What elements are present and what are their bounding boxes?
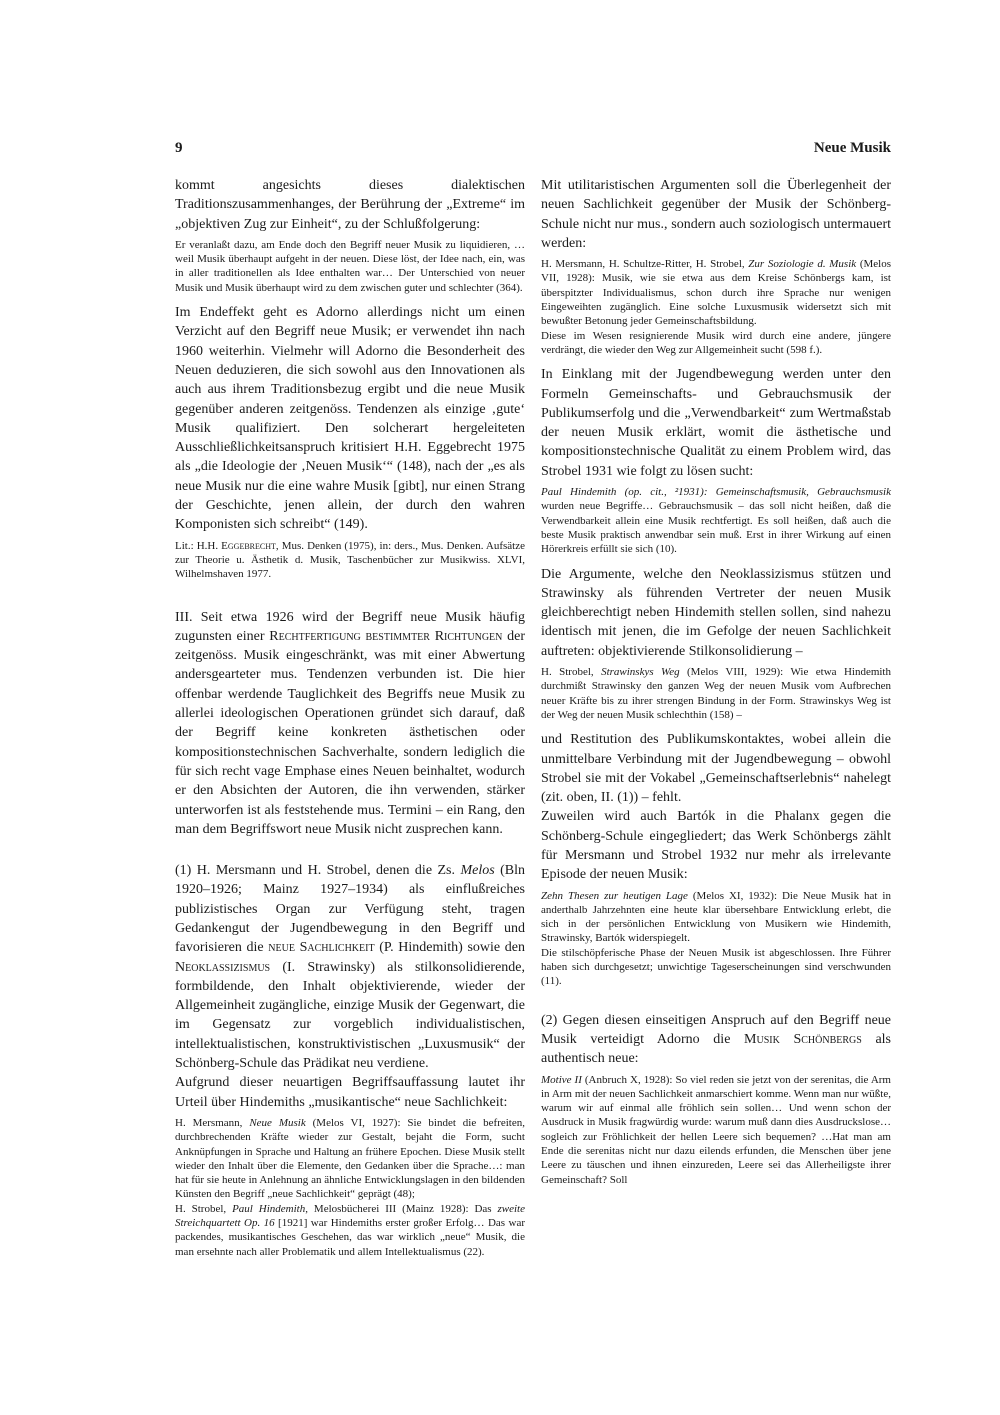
text-segment: Rechtfertigung bestimmter Richtungen [269, 628, 503, 644]
text-segment: Paul Hindemith (op. cit., ²1931): Gemeinschaftsmusik, Gebrauchsmusik [541, 486, 891, 499]
text-segment: H. Strobel, [175, 1202, 233, 1215]
quotation-paragraph [175, 1202, 525, 1259]
text-segment: und Restitution des Publikumskontaktes, wobei allein die unmittelbare Verbindung mit der Jugendbewegung – obwohl Strobel sie mit der Vokabel „Gemeinschaftserlebnis“ nahelegt (zit. oben, II. (1)) – fehlt. [541, 732, 891, 806]
text-segment: Zur Soziologie d. Musik [748, 258, 857, 271]
quotation-paragraph [175, 539, 525, 582]
body-paragraph [175, 303, 525, 535]
quotation-paragraph [541, 946, 891, 989]
body-paragraph [541, 730, 891, 807]
body-paragraph [541, 565, 891, 661]
text-segment: H. Strobel, [541, 666, 602, 679]
quotation-paragraph [541, 889, 891, 946]
body-paragraph [175, 608, 525, 840]
body-paragraph [541, 176, 891, 253]
text-segment: Er veranlaßt dazu, am Ende doch den Begriff neuer Musik zu liquidieren, …weil Musik überhaupt aufgeht in der neuen. Diese löst, der Idee nach, ein, was in aller traditionellen als Idee enthalten war… Der Unterschied von neuer Musik und Musik überhaupt wird zu dem zwischen guter und schlechter (364). [175, 238, 525, 294]
text-segment: (1) H. Mersmann und H. Strobel, denen die Zs. [175, 863, 461, 879]
quotation-paragraph [541, 1073, 891, 1187]
text-segment: Neue Musik [249, 1116, 306, 1129]
text-segment: (Bln 1920–1926; Mainz 1927–1934) als einflußreiches publizistisches Organ zur Verfügung steht, tragen Gedankengut der Jugendbewegung in den Begriff und favorisieren die [175, 863, 525, 956]
text-segment: Die Argumente, welche den Neoklassizismus stützen und Strawinsky als führenden Vertreter der neuen Musik gleichberechtigt neben Hindemith stellen sollen, sind nahezu identisch mit jenen, die im Gefolge der neuen Sachlichkeit auftreten: objektivierende Stilkonsolidierung – [541, 566, 891, 659]
body-paragraph [541, 365, 891, 481]
text-segment: III. Seit etwa 1926 wird der Begriff neue Musik häufig zugunsten einer [175, 609, 525, 644]
text-segment: (2) Gegen diesen einseitigen Anspruch auf den Begriff neue Musik verteidigt Adorno die [541, 1012, 891, 1047]
running-head: Neue Musik [813, 140, 891, 156]
quotation-paragraph [541, 665, 891, 722]
text-segment: , Mus. Denken (1975), in: ders., Mus. Denken. Aufsätze zur Theorie u. Ästhetik d. Musik, Taschenbücher zur Musikwiss. XLVI, Wilhelmshaven 1977. [175, 539, 525, 581]
text-segment: , Melosbücherei III (Mainz 1928): Das [305, 1202, 498, 1215]
text-segment: Diese im Wesen resignierende Musik wird durch eine andere, jüngere verdrängt, die wieder den Weg zur Allgemeinheit sucht (598 f.). [541, 329, 891, 356]
quotation-paragraph [175, 1116, 525, 1202]
text-segment: Strawinskys Weg [601, 666, 680, 679]
text-segment: (Anbruch X, 1928): So viel reden sie jetzt von der serenitas, die Arm in Arm mit der neuen Sachlichkeit anmarschiert komme. Wenn man nur wüßte, warum wir auf einmal alle fröhlich sein sollen… Und wenn schon der Ausdruck in Musik fragwürdig wurde: warum muß dann dies Ausdruckslose… sogleich zur Fröhlichkeit der hellen Leere sich bequemen? …Hat man am Ende die serenitas nicht nur dazu eilends erfunden, die Menschen über jene Leere zu täuschen und ihnen einzureden, Leere sei das Allerheiligste ihrer Gemeinschaft? Soll [541, 1073, 891, 1186]
text-segment: Motive II [541, 1073, 582, 1086]
page-number: 9 [175, 140, 183, 156]
text-segment: Lit.: H.H. [175, 539, 222, 552]
text-segment: Im Endeffekt geht es Adorno allerdings nicht um einen Verzicht auf den Begriff neue Musik; er verwendet ihn nach 1960 weiterhin. Vielmehr will Adorno die Besonderheit des Neuen deduzieren, die sich sowohl aus den Innovationen als auch aus ihrem Traditionsbezug ergibt und die neue Musik gegenüber anderen zeitgenöss. Tendenzen als einzige ‚gute‘ Musik qualifiziert. Den solcherart hergeleiteten Ausschließlichkeitsanspruch kritisiert H.H. Eggebrecht 1975 als „die Ideologie der ‚Neuen Musik‘“ (148), nach der „es als neue Musik nur die eine wahre Musik [gibt], nur einen Strang der Geschichte, jenen allein, der durch den wahren Komponisten sich schreibt“ (149). [175, 305, 525, 533]
text-segment: Zehn Thesen zur heutigen Lage [541, 889, 688, 902]
text-segment: kommt angesichts dieses dialektischen Traditionszusammenhanges, der Berührung der „Extreme“ im „objektiven Zug zur Einheit“, zu der Schlußfolgerung: [175, 178, 525, 232]
text-segment: als authentisch neue: [541, 1031, 891, 1067]
text-segment: Die stilschöpferische Phase der Neuen Musik ist abgeschlossen. Ihre Führer haben sich durchgesetzt; unwichtige Tageserscheinungen sind verschwunden (11). [541, 946, 891, 988]
text-segment: Mit utilitaristischen Argumenten soll die Überlegenheit der neuen Sachlichkeit gegenüber der Musik der Schönberg-Schule nicht nur mus., sondern auch soziologisch untermauert werden: [541, 178, 891, 251]
quotation-paragraph [541, 329, 891, 358]
text-segment: H. Mersmann, H. Schultze-Ritter, H. Strobel, [541, 258, 749, 271]
text-segment: Melos [460, 863, 495, 879]
text-segment: Eggebrecht [221, 539, 276, 552]
text-segment: (I. Strawinsky) als stilkonsolidierende, formbildende, den Inhalt objektivierende, wieder der Allgemeinheit zugängliche, einzige Musik der Gegenwart, die im Gegensatz zur vorgeblich individualistischen, intellektualistischen, konstruktivistischen „Luxusmusik“ der Schönberg-Schule das Prädikat neu verdiene. [175, 959, 525, 1072]
text-segment: H. Mersmann, [175, 1116, 250, 1129]
text-segment: (P. Hindemith) sowie den [374, 940, 525, 956]
text-segment: (Melos VII, 1928): Musik, wie sie etwa aus dem Kreise Schönbergs kam, ist überspitzter Individualismus, schon durch ihre Sprache nur wenigen Eingeweihten zugänglich. Eine solche Luxusmusik widersetzt sich mit bewußter Betonung jeder Gemeinschaftsbildung. [541, 258, 891, 328]
text-segment: neue Sachlichkeit [268, 940, 375, 956]
quotation-paragraph [541, 485, 891, 556]
text-segment: zweite Streichquartett Op. 16 [175, 1202, 525, 1230]
body-paragraph [175, 1073, 525, 1112]
text-segment: [1921] war Hindemiths erster großer Erfolg… Das war packendes, musikantisches Geschehen, das war wirklich „neue“ Musik, die man ersehnte nach aller Problematik und allem Intellektualismus (22). [175, 1217, 525, 1258]
page-header [175, 140, 891, 164]
text-segment: In Einklang mit der Jugendbewegung werden unter den Formeln Gemeinschafts- und Gebrauchsmusik der Publikumserfolg und die „Verwendbarkeit“ zum Wertmaßstab der neuen Musik erklärt, womit die ästhetische und kompositionstechnische Qualität zu einem Problem wird, das Strobel 1931 wie folgt zu lösen sucht: [541, 367, 891, 479]
text-segment: Aufgrund dieser neuartigen Begriffsauffassung lautet ihr Urteil über Hindemiths „musikantische“ neue Sachlichkeit: [175, 1075, 525, 1110]
text-segment: der zeitgenöss. Musik eingeschränkt, was mit einer Abwertung andersgearteter mus. Tendenzen verbunden ist. Die hier offenbar werdende Tauglichkeit des Begriffs neue Musik zu allerlei ideologischen Operationen gründet sich darauf, daß der Begriff keine konkreten ästhetischen oder kompositionstechnischen Sachverhalte, sondern lediglich die für sich recht vage Emphase eines Neuen beinhaltet, wodurch er den Absichten der Autoren, die ihn verwenden, stärker unterworfen ist als feststehende mus. Termini – ein Rang, den man dem Begriffswort neue Musik nicht zusprechen kann. [175, 628, 525, 837]
body-paragraph [541, 1011, 891, 1069]
text-segment: Neoklassizismus [175, 959, 271, 975]
quotation-paragraph [175, 238, 525, 295]
text-segment: Zuweilen wird auch Bartók in die Phalanx gegen die Schönberg-Schule eingegliedert; das Werk Schönbergs zählt für Mersmann und Strobel 1932 nur mehr als irrelevante Episode der neuen Musik: [541, 809, 891, 883]
body-paragraph [175, 861, 525, 1073]
left-column [175, 176, 525, 1259]
body-paragraph [175, 176, 525, 234]
quotation-paragraph [541, 257, 891, 328]
text-segment: (Melos VIII, 1929): Wie etwa Hindemith durchmißt Strawinsky den ganzen Weg der neuen Musik vom Aufbrechen neuer Kräfte bis zu ihrer strengen Bindung in der Form. Strawinskys Weg ist der Weg der neuen Musik schlechthin (158) – [541, 666, 891, 721]
text-segment: Musik Schönbergs [744, 1031, 862, 1047]
text-segment: (Melos VI, 1927): Sie bindet die befreiten, durchbrechenden Kräfte wieder zur Gestalt, bejaht die Form, sucht Anknüpfungen in Sprache und Haltung an frühere Epochen. Diese Musik stellt wieder den Inhalt über die Elemente, den Gedanken über die Sprache…: man hat für sie heute in Anlehnung an ähnliche Entwicklungslagen in den bildenden Künsten den Begriff „neue Sachlichkeit“ geprägt (48); [175, 1116, 525, 1201]
text-segment: (Melos XI, 1932): Die Neue Musik hat in anderthalb Jahrzehnten eine heute klar übersehbare Entwicklung erlebt, die sich in der persönlichen Entwicklung von Musikern wie Hindemith, Strawinsky, Bartók widerspiegelt. [541, 889, 891, 945]
right-column [541, 176, 891, 1187]
text-segment: wurden neue Begriffe… Gebrauchsmusik – das soll nicht heißen, daß die Verwendbarkeit allein eine Musik rechtfertigt. Es soll heißen, daß auch die beste Musik praktisch anwendbar sein muß. Erst in ihrer Wirkung auf einen Hörerkreis erfüllt sie sich (10). [541, 500, 891, 556]
text-segment: Paul Hindemith [232, 1202, 306, 1215]
body-paragraph [541, 807, 891, 884]
